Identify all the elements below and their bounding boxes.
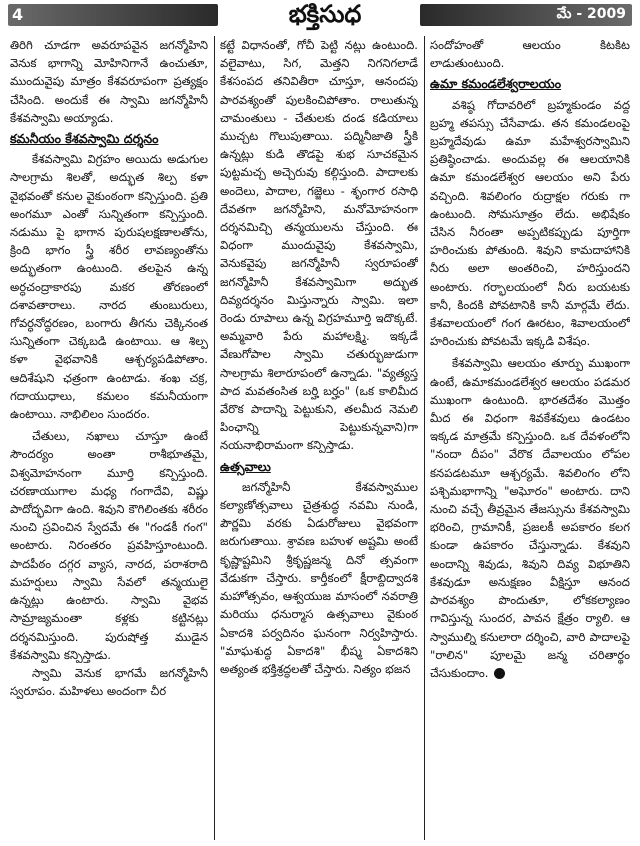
magazine-title: భక్తిసుధ: [288, 0, 362, 28]
header-left-bar: [8, 4, 218, 26]
paragraph: [430, 354, 630, 682]
section-heading: ఉత్సవాలు: [220, 458, 271, 474]
paragraph: కేశవస్వామి విగ్రహం అయిదు అడుగుల సాలగ్రామ శిలతో, అద్భుత శిల్ప కళా వైభవంతో కనుల వైకుంఠంగా కన్పిస్తుంది. ప్రతి అంగమూ ఎంతో సున్నితంగా కన్పిస్తుంది. నడుము పై భాగాన పురుషలక్షణాలతోను, క్రింది భాగం స్త్రీ శరీర లావణ్యంతోను అద్భుతంగా ఉంటుంది. తలపైన ఉన్న అర్ధచంద్రాకారపు మకర తోరణంలో దశావతారాలు. నారద తుంబురులు, గోవర్ధనోద్ధరణం, బంగారు తీగను చెక్కినంత సున్నితంగా చెక్కబడి ఉంటాయి. ఆ శిల్ప కళా వైభవానికి ఆశ్చర్యపడిపోతాం. ఆదిశేషుని ఛత్రంగా ఉంటాడు. శంఖ చక్ర, గదాయుధాలు, కమలం కమనీయంగా ఉంటాయి. నాభిలిలం సుందరం.: [10, 152, 208, 422]
column-1: [10, 36, 208, 842]
paragraph: చేతులు, నఖాలు చూస్తూ ఉంటే సౌందర్యం అంతా రాశీభూతమై, విశ్వమోహనంగా మూర్తి కన్పిస్తుంది. చరణాయుగాల మధ్య గంగాదేవి, విష్ణు పాదోద్భవిగా ఉంది. శివుని కౌగిలింతకు శరీరం నుంచి స్రవించిన స్వేదమే ఈ "గండకీ గంగ" అంటారు. నిరంతరం ప్రవహిస్తూంటుంది. పాదపీఠం దగ్గర వ్యాస, నారద, పరాశరాది మహర్షులు స్వామి సేవలో తన్మయులై ఉన్నట్లు ఉంటారు. స్వామి వైభవ సామ్రాజ్యమంతా కళ్లకు కట్టినట్లు దర్శనమిస్తుంది. పురుషోత్త ముడైన కేశవస్వామి కన్పిస్తాడు.: [10, 429, 208, 662]
issue-date: మే - 2009: [556, 6, 626, 22]
paragraph: కట్టే విధానంతో, గోచీ పెట్టి నట్లు ఉంటుంది. వలైవాటు, సిగ, మెత్తని నిగనిగలాడే కేశసంపద తనివితీరా చూస్తూ, ఆనందపు పారవశ్యంతో పులకించిపోతాం. రాలుతున్న చామంతులు - చేతులకు దండ కడియాలు ముచ్చట గొలుపుతాయి. పద్మినీజాతి స్త్రీకి ఉన్నట్లు కుడి తొడపై శుభ సూచకమైన పుట్టమచ్చ అచ్చెరువు కల్గిస్తుంది. పాదాలకు అందెలు, పాదాల, గజ్జెలు - శృంగార రసాధి దేవతగా జగన్మోహిని, మనోమోహనంగా దర్శనమిచ్చి తన్మయులను చేస్తుంది. ఈ విధంగా ముందువైపు కేశవస్వామి, వెనుకవైపు జగన్మోహినీ స్వరూపంతో జగన్మోహినీ కేశవస్వామిగా అద్భుత దివ్యదర్శనం మిస్తున్నారు స్వామి. ఇలా రెండు రూపాలు ఉన్న విగ్రహమూర్తి ఇదొక్కటే. అమ్మవారి పేరు మహాలక్ష్మి. ఇక్కడే వేణుగోపాల స్వామి చతుర్భుజుడుగా సాలగ్రామ శిలారూపంలో ఉన్నాడు. "వ్యత్యస్త పాద మవతంసిత బర్హి బర్హం" (ఒక కాలిమీద వేరొక పాదాన్ని పెట్టుకుని, తలమీద నెమలి పింఛాన్ని పెట్టుకున్నవాని)గా నయనాభిరామంగా కన్పిస్తాడు.: [220, 38, 418, 453]
paragraph: సందోహంతో ఆలయం కిటకిట లాడుతుంటుంది.: [430, 38, 630, 71]
column-3: [430, 36, 630, 842]
page-header: [0, 0, 640, 34]
section-heading: కమనీయం కేశవస్వామి దర్శనం: [10, 131, 159, 147]
paragraph: జగన్మోహినీ కేశవస్వాముల కల్యాణోత్సవాలు చైత్రశుద్ధ నవమి నుండి, పౌర్ణమి వరకు ఏడురోజులు వైభవంగా జరుగుతాయి. శ్రావణ బహుళ అష్టమి అంటే కృష్ణాష్టమిని శ్రీకృష్ణజన్మ దినో త్సవంగా వేడుకగా చేస్తారు. కార్తీకంలో క్షీరాబ్దిద్వాదశి మహోత్సవం, ఆశ్వయుజ మాసంలో నవరాత్రి మరియు ధనుర్మాస ఉత్సవాలు వైకుంఠ ఏకాదశి పర్వదినం ఘనంగా నిర్వహిస్తారు. "మాఘశుద్ధ ఏకాదశి" భీష్మ ఏకాదశిని అత్యంత భక్తిశ్రద్ధలతో చేస్తారు. నిత్యం భజన: [220, 479, 418, 676]
paragraph-text: కేశవస్వామి ఆలయం తూర్పు ముఖంగా ఉంటే, ఉమాకమండలేశ్వర ఆలయం పడమర ముఖంగా ఉంటుంది. భారతదేశం మొత్తం మీద ఈ విధంగా శివకేశవులు ఉండటం ఇక్కడ మాత్రమే కన్పిస్తుంది. ఒక దేవళంలోని "నందా దీపం" వేరొక దేవాలయం లోపల కనపడటమూ ఆశ్చర్యమే. శివలింగం లోని పశ్చిమభాగాన్ని "అఘోరం" అంటారు. దాని నుంచి వచ్చే తీవ్రమైన తేజస్సును కేశవస్వామి భరించి, గ్రామానికీ, ప్రజలకీ అపకారం కలగ కుండా ఉపకారం చేస్తున్నాడు. కేశవుని అందాన్ని శివుడు, శివుని దివ్య విభూతిని కేశవుడూ అనుక్షణం వీక్షిస్తూ ఆనంద పారవశ్యం పొందుతూ, లోకకల్యాణం గావిస్తున్న సుందర, పావన క్షేత్రం ర్యాలి. ఆ స్వాముల్ని కనులారా దర్శించి, వారి పాదాలపై "రాలిన" పూలమై జన్మ చరితార్థం చేసుకుందాం.: [430, 356, 630, 680]
column-divider: [424, 36, 425, 840]
column-2: [220, 36, 418, 842]
paragraph: తిరిగి చూడగా అవరూపవైన జగన్మోహిని వెనుక భాగాన్ని మోహినిగానే ఉంచుతూ, ముందువైపు మాత్రం కేశవరూపంగా ప్రత్యక్షం చేసింది. అందుకే ఈ స్వామి జగన్మోహినీ కేశవస్వామి అయ్యాడు.: [10, 38, 208, 125]
end-of-article-icon: [494, 668, 505, 679]
paragraph: స్వామి వెనుక భాగమే జగన్మోహినీ స్వరూపం. మహిళలు అందంగా చీర: [10, 665, 208, 699]
paragraph: వశిష్ఠ గోదావరిలో బ్రహ్మకుండం వద్ద బ్రహ్మ తపస్సు చేసేవాడు. తన కమండలంపై బ్రహ్మదేవుడు ఉమా మహేశ్వరస్వామిని ప్రతిష్ఠించాడు. అందువల్ల ఈ ఆలయానికి ఉమా కమండలేశ్వర ఆలయం అని పేరు వచ్చింది. శివలింగం రుద్రాక్షల గరుకు గా ఉంటుంది. సోమసూత్రం లేదు. అభిషేకం చేసిన నీరంతా అప్పటికప్పుడు పూర్తిగా హరించుకు పోతుంది. శివుని కామదాహానికి నీరు అలా అంతరించి, హరిస్తుందని అంటారు. గర్భాలయంలో నీరు బయటకు కానీ, కిందకి పోవటానికి కానీ మార్గమే లేదు. కేశవాలయంలో గంగ ఊరటం, శివాలయంలో హరించుకు పోవటమే ఇక్కడి విశేషం.: [430, 97, 630, 349]
section-heading: ఉమా కమండలేశ్వరాలయం: [430, 76, 562, 92]
page-number: 4: [12, 5, 24, 24]
column-divider: [214, 36, 215, 840]
